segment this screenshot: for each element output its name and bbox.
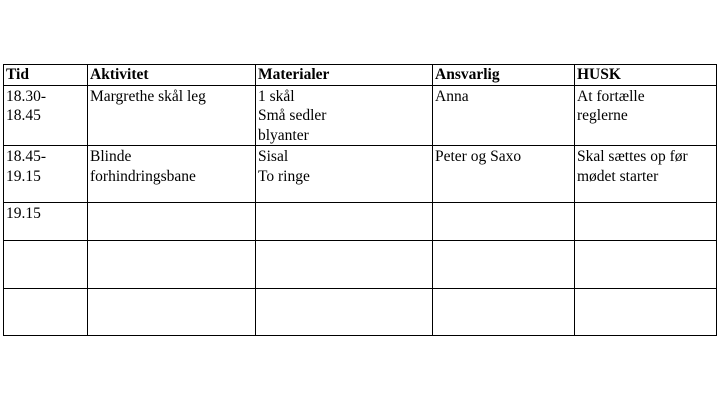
cell-text: 18.30- <box>6 87 47 105</box>
cell-materialer <box>256 203 433 241</box>
schedule-table <box>3 64 717 336</box>
cell-ansvarlig <box>433 146 575 203</box>
header-aktivitet: Aktivitet <box>88 65 256 86</box>
cell-ansvarlig <box>433 85 575 146</box>
cell-text: Peter og Saxo <box>435 148 522 165</box>
cell-text: Små sedler <box>258 107 327 124</box>
header-row <box>4 65 717 86</box>
cell-husk <box>575 289 717 336</box>
cell-aktivitet <box>88 203 256 241</box>
cell-husk <box>575 146 717 203</box>
cell-text: forhindringsbane <box>90 167 196 185</box>
cell-text: Anna <box>435 87 469 105</box>
cell-tid <box>4 146 88 203</box>
cell-materialer <box>256 241 433 289</box>
cell-materialer <box>256 146 433 203</box>
cell-aktivitet <box>88 241 256 289</box>
table-row <box>4 146 717 203</box>
cell-text: Skal sættes op før <box>577 148 688 165</box>
cell-husk <box>575 241 717 289</box>
cell-husk <box>575 203 717 241</box>
cell-ansvarlig <box>433 203 575 241</box>
cell-tid <box>4 289 88 336</box>
cell-tid <box>4 203 88 241</box>
header-husk: HUSK <box>575 65 717 86</box>
cell-materialer <box>256 85 433 146</box>
cell-tid <box>4 241 88 289</box>
header-tid: Tid <box>4 65 88 86</box>
cell-aktivitet <box>88 289 256 336</box>
cell-text: reglerne <box>577 107 628 124</box>
cell-materialer <box>256 289 433 336</box>
cell-text: Margrethe skål leg <box>90 87 206 105</box>
cell-ansvarlig <box>433 289 575 336</box>
header-ansvarlig: Ansvarlig <box>433 65 575 86</box>
cell-ansvarlig <box>433 241 575 289</box>
cell-husk <box>575 85 717 146</box>
cell-text: blyanter <box>258 126 309 144</box>
table-row <box>4 203 717 241</box>
table-row <box>4 85 717 146</box>
header-materialer: Materialer <box>256 65 433 86</box>
cell-aktivitet <box>88 146 256 203</box>
cell-aktivitet <box>88 85 256 146</box>
cell-text: 18.45- <box>6 148 47 165</box>
cell-text: Sisal <box>258 148 289 165</box>
cell-text: 18.45 <box>6 107 41 124</box>
cell-text: 1 skål <box>258 87 295 105</box>
cell-text: At fortælle <box>577 87 645 105</box>
cell-text: mødet starter <box>577 167 659 185</box>
table-row <box>4 289 717 336</box>
cell-text: Blinde <box>90 148 132 165</box>
cell-text: 19.15 <box>6 205 41 222</box>
table-row <box>4 241 717 289</box>
cell-tid <box>4 85 88 146</box>
cell-text: 19.15 <box>6 167 41 185</box>
cell-text: To ringe <box>258 167 310 185</box>
